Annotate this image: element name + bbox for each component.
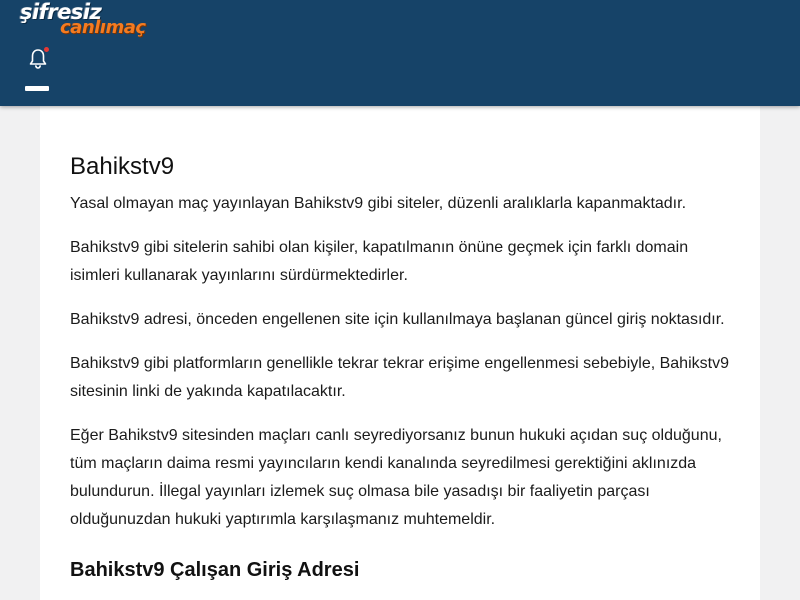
site-logo[interactable] xyxy=(20,2,170,40)
logo-text-bottom: canlımaç xyxy=(60,17,146,38)
article-card xyxy=(40,106,760,600)
notification-dot xyxy=(44,47,49,52)
article-title: Bahikstv9 xyxy=(70,153,175,180)
logo-text-top: şifresiz xyxy=(20,0,102,24)
section-heading: Bahikstv9 Çalışan Giriş Adresi xyxy=(70,559,360,581)
article-paragraph: Bahikstv9 gibi sitelerin sahibi olan kişiler, kapatılmanın önüne geçmek için farklı domain isimleri kullanarak yayınlarını sürdürmektedirler. xyxy=(70,239,689,284)
article-paragraph: Eğer Bahikstv9 sitesinden maçları canlı seyrediyorsanız bunun hukuki açıdan suç olduğunu, tüm maçların daima resmi yayıncıların kendi kanalında seyredilmesi gerektiğini aklınızda bulundurun. İllegal yayınları izlemek suç olmasa bile yasadışı bir faaliyetin parçası olduğunuzdan hukuki yaptırımla karşılaşmanız muhtemeldir. xyxy=(70,427,722,528)
site-header xyxy=(0,0,800,106)
notification-bell-icon[interactable] xyxy=(28,48,48,70)
article-paragraph: Bahikstv9 gibi platformların genellikle tekrar tekrar erişime engellenmesi sebebiyle, Bahikstv9 sitesinin linki de yakında kapatılacaktır. xyxy=(70,355,729,400)
article-paragraph: Bahikstv9 adresi, önceden engellenen site için kullanılmaya başlanan güncel giriş noktasıdır. xyxy=(70,311,725,328)
hamburger-menu-icon[interactable] xyxy=(25,86,49,91)
article-paragraph: Yasal olmayan maç yayınlayan Bahikstv9 gibi siteler, düzenli aralıklarla kapanmaktadır. xyxy=(70,195,687,212)
